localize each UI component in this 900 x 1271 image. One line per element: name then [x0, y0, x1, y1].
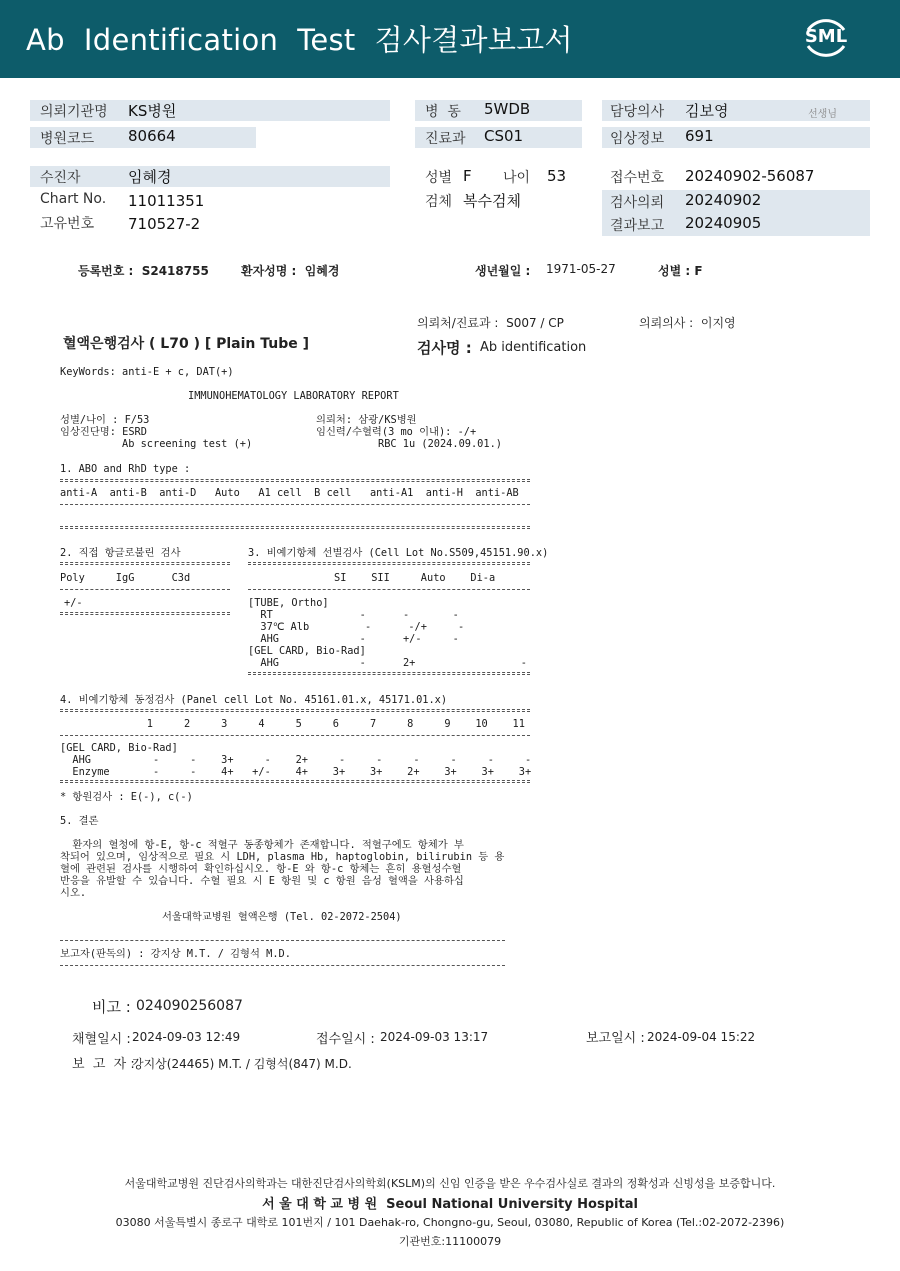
s2-rule-mid — [60, 589, 230, 590]
report-time-value: 2024-09-04 15:22 — [647, 1030, 756, 1044]
note-value: 024090256087 — [136, 998, 243, 1014]
s2-value: +/- — [64, 597, 83, 609]
s1-rule — [60, 479, 530, 482]
specimen-value: 복수검체 — [463, 192, 521, 210]
s3-header: SI SII Auto Di-a — [334, 572, 496, 584]
transfusion-line-2: RBC 1u (2024.09.01.) — [316, 438, 502, 450]
sex-label: 성별 — [425, 170, 453, 186]
recv-value: 2024-09-03 13:17 — [380, 1030, 489, 1044]
s1-title: 1. ABO and RhD type : — [60, 463, 191, 475]
doctor-value: 김보영 — [685, 102, 729, 120]
ward-value: 5WDB — [484, 100, 531, 118]
s2-rule-end — [60, 612, 230, 615]
birth-value: 1971-05-27 — [546, 262, 616, 276]
s1-rule-bottom — [60, 504, 530, 505]
sex-line: 성별 : F — [658, 264, 703, 278]
unique-value: 710527-2 — [128, 215, 201, 233]
footer-institution-number: 기관번호:11100079 — [398, 1235, 502, 1248]
reporter-scan-line: 보고자(판독의) : 강지상 M.T. / 김형석 M.D. — [60, 948, 291, 960]
s3-title: 3. 비예기항체 선별검사 (Cell Lot No.S509,45151.90.x) — [248, 547, 549, 559]
institution-label: 의뢰기관명 — [40, 104, 108, 120]
s3-rule-end — [248, 672, 530, 675]
dept-label: 진료과 — [425, 131, 466, 147]
age-label: 나이 — [503, 170, 531, 186]
s4-row-0: [GEL CARD, Bio-Rad] — [60, 742, 178, 754]
doctor-label: 담당의사 — [610, 104, 665, 120]
clinical-value: 691 — [685, 127, 714, 145]
s4-row-2: Enzyme - - 4+ +/- 4+ 3+ 3+ 2+ 3+ 3+ 3+ — [60, 766, 532, 778]
ref-doctor-line: 의뢰의사 : 이지영 — [639, 316, 736, 330]
request-value: 20240902 — [685, 191, 762, 209]
footer-certification: 서울대학교병원 진단검사의학과는 대한진단검사의학회(KSLM)의 신임 인증을 받은 우수검사실로 결과의 정확성과 신빙성을 보증합니다. — [124, 1177, 776, 1190]
s4-title: 4. 비예기항체 동정검사 (Panel cell Lot No. 45161.01.x, 45171.01.x) — [60, 694, 448, 706]
sex-value: F — [463, 167, 472, 185]
hospital-code-label: 병원코드 — [40, 131, 95, 147]
diag-line-1: 임상진단명: ESRD — [60, 426, 147, 438]
antigen-line: * 항원검사 : E(-), c(-) — [60, 791, 193, 803]
report-time-label: 보고일시 : — [586, 1031, 645, 1046]
receipt-value: 20240902-56087 — [685, 167, 815, 185]
s1-rule-end — [60, 526, 530, 529]
keywords-line: KeyWords: anti-E + c, DAT(+) — [60, 366, 234, 378]
s3-row-1: RT - - - — [248, 609, 459, 621]
patient-label: 수진자 — [40, 170, 81, 186]
result-label: 결과보고 — [610, 218, 665, 234]
patient-value: 임혜경 — [128, 168, 172, 186]
conclusion-line-2: 혈에 관련된 검사를 시행하여 확인하십시오. 항-E 와 항-c 항체는 흔히 용혈성수혈 — [60, 863, 462, 875]
s2-rule — [60, 562, 230, 565]
collect-value: 2024-09-03 12:49 — [132, 1030, 241, 1044]
conclusion-line-0: 환자의 혈청에 항-E, 항-c 적혈구 동종항체가 존재합니다. 적혈구에도 항체가 부 — [60, 839, 464, 851]
conclusion-line-1: 착되어 있으며, 임상적으로 필요 시 LDH, plasma Hb, haptoglobin, bilirubin 등 용 — [60, 851, 505, 863]
birth-label: 생년월일 : — [475, 264, 531, 278]
unique-label: 고유번호 — [40, 216, 95, 232]
sml-logo — [800, 12, 852, 64]
page-title: Ab Identification Test 검사결과보고서 — [26, 23, 573, 57]
s3-row-5: AHG - 2+ - — [248, 657, 527, 669]
dept-value: CS01 — [484, 127, 524, 145]
institution-value: KS병원 — [128, 102, 177, 120]
footer-hospital-name: 서 울 대 학 교 병 원 Seoul National University Hospital — [262, 1197, 638, 1212]
chart-label: Chart No. — [40, 191, 107, 207]
diag-line-2: Ab screening test (+) — [60, 438, 253, 450]
reporter-value: 강지상(24465) M.T. / 김형석(847) M.D. — [132, 1057, 352, 1071]
collect-label: 채혈일시 : — [72, 1032, 131, 1047]
result-value: 20240905 — [685, 214, 762, 232]
doctor-suffix: 선생님 — [808, 109, 837, 120]
age-value: 53 — [547, 167, 567, 185]
conclusion-line-3: 반응을 유발할 수 있습니다. 수혈 필요 시 E 항원 및 c 항원 음성 혈액을 사용하십 — [60, 875, 464, 887]
footer-address: 03080 서울특별시 종로구 대학로 101번지 / 101 Daehak-ro, Chongno-gu, Seoul, 03080, Republic of Korea (Tel.:02-2072-2396) — [115, 1216, 785, 1229]
s3-row-3: AHG - +/- - — [248, 633, 459, 645]
test-title: 혈액은행검사 ( L70 ) [ Plain Tube ] — [63, 336, 310, 352]
header-bar — [0, 0, 900, 78]
s2-header: Poly IgG C3d — [60, 572, 191, 584]
s1-header: anti-A anti-B anti-D Auto A1 cell B cell anti-A1 anti-H anti-AB — [60, 487, 519, 499]
s4-row-1: AHG - - 3+ - 2+ - - - - - - — [60, 754, 532, 766]
reporter-rule-top — [60, 940, 505, 941]
s4-header: 1 2 3 4 5 6 7 8 9 10 11 — [60, 718, 525, 730]
s3-rule — [248, 562, 530, 565]
conclusion-line-4: 시오. — [60, 887, 87, 899]
s4-rule-mid — [60, 735, 530, 736]
referral-line: 의뢰처/진료과 : S007 / CP — [417, 316, 564, 330]
note-label: 비고 : — [92, 998, 131, 1016]
ref-place-line: 의뢰처: 삼광/KS병원 — [316, 414, 417, 426]
s5-title: 5. 결론 — [60, 815, 99, 827]
request-label: 검사의뢰 — [610, 195, 665, 211]
s3-row-2: 37℃ Alb - -/+ - — [248, 621, 465, 633]
name-line: 환자성명 : 임혜경 — [241, 264, 340, 278]
clinical-label: 임상정보 — [610, 131, 665, 147]
s4-rule-end — [60, 780, 530, 783]
lab-report-title: IMMUNOHEMATOLOGY LABORATORY REPORT — [188, 390, 399, 402]
test-name-label: 검사명 : — [417, 339, 472, 357]
hospital-code-value: 80664 — [128, 127, 176, 145]
s4-rule — [60, 709, 530, 712]
logo-text: SML — [804, 26, 848, 47]
reg-line: 등록번호 : S2418755 — [78, 264, 209, 278]
test-name-value: Ab identification — [480, 340, 587, 355]
s2-title: 2. 직접 항글로불린 검사 — [60, 547, 181, 559]
reporter-label: 보 고 자 : — [72, 1057, 135, 1072]
recv-label: 접수일시 : — [316, 1032, 375, 1047]
sex-age-line: 성별/나이 : F/53 — [60, 414, 150, 426]
s3-row-0: [TUBE, Ortho] — [248, 597, 329, 609]
chart-value: 11011351 — [128, 192, 205, 210]
transfusion-line-1: 임신력/수혈력(3 mo 이내): -/+ — [316, 426, 477, 438]
receipt-label: 접수번호 — [610, 170, 665, 186]
s3-rule-mid — [248, 589, 530, 590]
specimen-label: 검체 — [425, 194, 453, 210]
patient-bar — [30, 166, 390, 187]
ward-label: 병 동 — [425, 104, 461, 120]
blood-bank-line: 서울대학교병원 혈액은행 (Tel. 02-2072-2504) — [162, 911, 402, 923]
reporter-rule-bottom — [60, 965, 505, 966]
s3-row-4: [GEL CARD, Bio-Rad] — [248, 645, 366, 657]
